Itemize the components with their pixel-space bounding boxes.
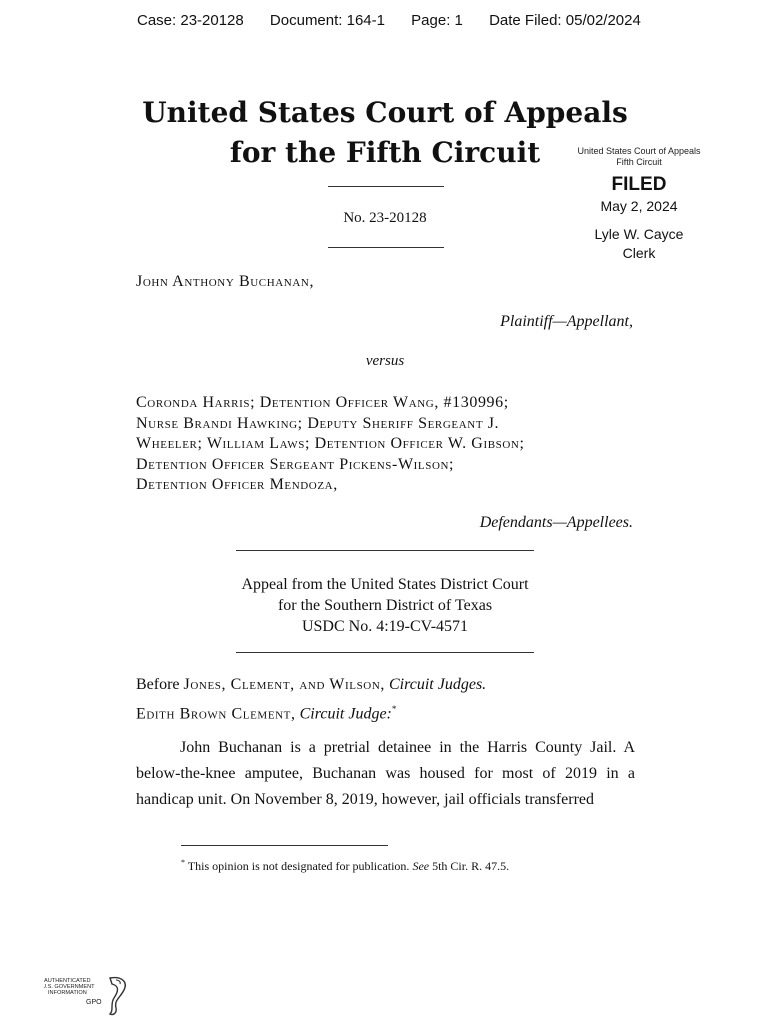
filed-court-line2: Fifth Circuit [616, 157, 662, 167]
appeal-block [0, 574, 770, 637]
panel-judges: Jones, Clement, and Wilson, [183, 676, 385, 693]
divider [236, 652, 534, 653]
footnote-cite: 5th Cir. R. 47.5. [432, 859, 510, 873]
footnote-marker: * [391, 704, 397, 714]
gpo-logo-line: AUTHENTICATED [44, 978, 91, 984]
defendants-line: Nurse Brandi Hawking; Deputy Sheriff Sergeant J. [136, 414, 500, 432]
defendants-line: Detention Officer Mendoza, [136, 476, 338, 493]
appeal-line1: Appeal from the United States District Court [241, 576, 529, 593]
divider [328, 247, 444, 248]
page-number-stamp: Page: 1 [411, 12, 463, 29]
case-header-stamp [137, 12, 663, 29]
author-name: Edith Brown Clement, [136, 705, 296, 723]
filed-label: FILED [611, 174, 667, 195]
clerk-title: Clerk [622, 245, 656, 261]
appeal-line2: for the Southern District of Texas [277, 597, 493, 614]
gpo-authenticated-logo [44, 974, 134, 1018]
opinion-paragraph: John Buchanan is a pretrial detainee in the Harris County Jail. A below-the-knee amputee, Buchanan was housed for most of 2019 in a handicap unit. On November 8, 2019, however, jail officials transferred [136, 739, 635, 808]
footnote-marker: * [181, 858, 185, 867]
court-title-line2: for the Fifth Circuit [229, 136, 541, 169]
panel-before: Before [136, 676, 180, 693]
defendants-list [136, 393, 525, 496]
filed-date: May 2, 2024 [600, 198, 678, 214]
gpo-eagle-icon [44, 974, 134, 1018]
footnote-divider [181, 845, 388, 846]
author-line [136, 704, 396, 723]
court-title-line1: United States Court of Appeals [142, 96, 628, 129]
case-number: No. 23-20128 [343, 210, 427, 226]
filed-stamp [568, 146, 710, 262]
divider [236, 550, 534, 551]
gpo-logo-line: INFORMATION [48, 990, 87, 996]
defendants-role: Defendants—Appellees. [479, 514, 633, 531]
filed-court-line1: United States Court of Appeals [577, 146, 701, 156]
plaintiff-role: Plaintiff—Appellant, [500, 313, 633, 330]
document-number-stamp: Document: 164-1 [269, 12, 385, 29]
clerk-name: Lyle W. Cayce [594, 226, 684, 242]
panel-title: Circuit Judges. [389, 676, 487, 693]
divider [328, 186, 444, 187]
defendants-line: Coronda Harris; Detention Officer Wang, #130996; [136, 394, 509, 411]
panel-line [136, 676, 486, 694]
gpo-logo-line: U.S. GOVERNMENT [44, 984, 95, 990]
footnote-text: This opinion is not designated for publication. [187, 859, 410, 873]
author-title: Circuit Judge: [299, 705, 392, 723]
footnote [181, 858, 509, 874]
footnote-see: See [412, 859, 430, 873]
gpo-logo-line: GPO [86, 999, 102, 1006]
date-filed-stamp: Date Filed: 05/02/2024 [489, 12, 641, 29]
defendants-line: Wheeler; William Laws; Detention Officer W. Gibson; [136, 435, 525, 452]
defendants-line: Detention Officer Sergeant Pickens-Wilson; [136, 455, 455, 473]
plaintiff-name: John Anthony Buchanan, [136, 273, 315, 290]
versus-label: versus [365, 353, 405, 369]
case-number-stamp: Case: 23-20128 [137, 12, 244, 29]
appeal-line3: USDC No. 4:19-CV-4571 [301, 618, 469, 635]
